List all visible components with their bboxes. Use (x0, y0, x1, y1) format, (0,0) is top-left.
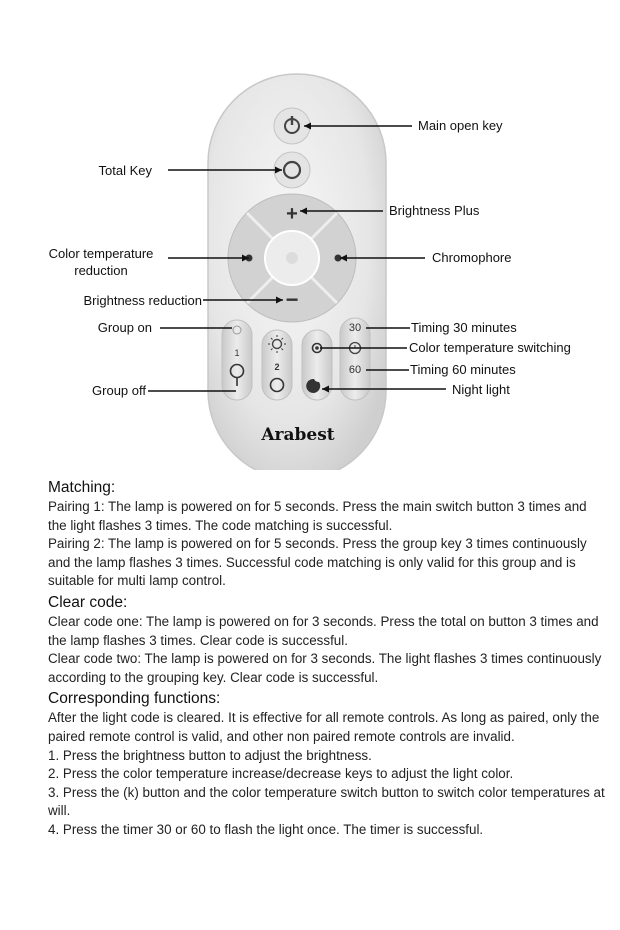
functions-intro-text: After the light code is cleared. It is effective for all remote controls. As long as paired, only the paired remote control is valid, and other non paired remote controls are invalid. (48, 710, 600, 744)
pairing-1-text: Pairing 1: The lamp is powered on for 5 seconds. Press the main switch button 3 times and the light flashes 3 times. The code matching is successful. (48, 499, 587, 533)
functions-heading: Corresponding functions: (48, 690, 221, 708)
function-item-3: 3. Press the (k) button and the color temperature switch button to switch color temperatures at will. (48, 784, 605, 819)
group-1-label: 1 (234, 348, 240, 358)
label-brightness-plus: Brightness Plus (389, 203, 480, 218)
label-group-on: Group on (97, 320, 152, 335)
label-total-key: Total Key (98, 163, 152, 178)
function-item-1: 1. Press the brightness button to adjust the brightness. (48, 747, 372, 763)
label-night-light: Night light (452, 382, 510, 397)
clear-code-two-text: Clear code two: The lamp is powered on for 3 seconds. The light flashes 3 times continuously according to the grouping key. Clear code is successful. (48, 651, 602, 685)
label-main-open-key: Main open key (418, 118, 503, 133)
matching-heading: Matching: (48, 479, 116, 496)
brightness-minus-button[interactable]: − (285, 287, 299, 312)
function-item-4: 4. Press the timer 30 or 60 to flash the light once. The timer is successful. (48, 821, 484, 837)
label-timing-30: Timing 30 minutes (411, 320, 517, 335)
label-timing-60: Timing 60 minutes (410, 362, 516, 377)
label-group-off: Group off (92, 383, 146, 398)
brand-logo: Arabest (261, 425, 335, 445)
clear-code-one-text: Clear code one: The lamp is powered on for 3 seconds. Press the total on button 3 times and the lamp flashes 3 times. Clear code is successful. (48, 613, 599, 648)
label-color-temp-reduction-2: reduction (74, 263, 128, 278)
label-color-temp-reduction-1: Color temperature (48, 246, 154, 261)
label-brightness-reduction: Brightness reduction (83, 293, 202, 308)
brightness-plus-button[interactable]: + (286, 203, 298, 225)
clear-code-heading: Clear code: (48, 593, 128, 611)
instructions (48, 476, 608, 840)
pairing-2-text: Pairing 2: The lamp is powered on for 5 seconds. Press the group key 3 times continuously and the lamp flashes 3 times. Successful code matching is only valid for this group and is suitable for multi lamp control. (48, 536, 587, 589)
function-item-2: 2. Press the color temperature increase/decrease keys to adjust the light color. (48, 766, 514, 782)
label-chromophore: Chromophore (432, 250, 512, 265)
label-color-temp-switching: Color temperature switching (409, 340, 571, 355)
timer-60-button[interactable]: 60 (348, 364, 362, 376)
timer-30-button[interactable]: 30 (348, 322, 362, 334)
group-2-label: 2 (274, 362, 280, 372)
